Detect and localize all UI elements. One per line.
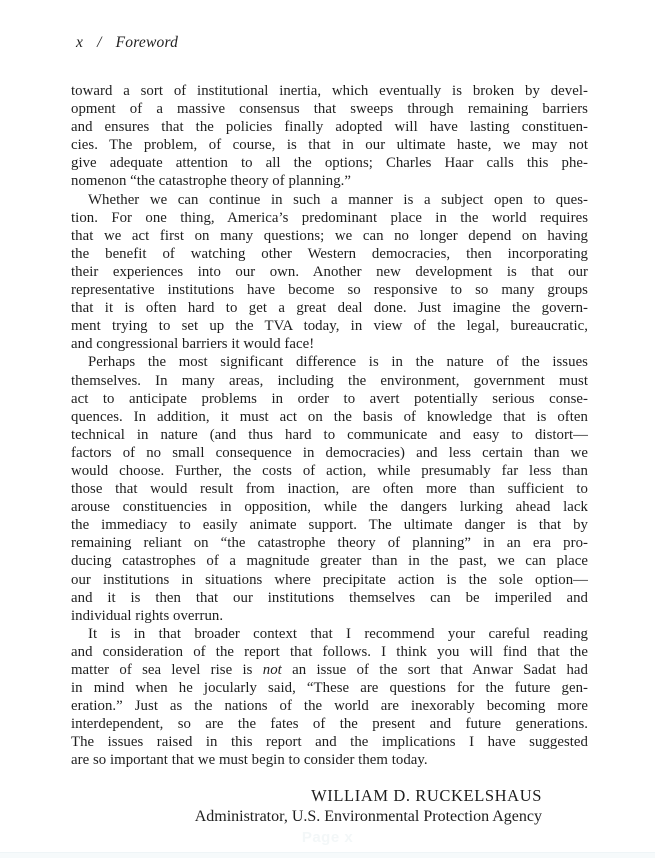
text-line: act to anticipate problems in order to avert potentially serious conse- [71,390,588,407]
text-line: ment trying to set up the TVA today, in view of the legal, bureaucratic, [71,318,588,335]
text-line: It is in that broader context that I recommend your careful reading [88,625,588,642]
text-line: give adequate attention to all the options; Charles Haar calls this phe- [71,155,588,172]
running-header [76,34,178,52]
text-line: opment of a massive consensus that sweeps through remaining barriers [71,101,588,118]
text-line: the benefit of watching other Western democracies, then incorporating [71,245,588,262]
page-watermark: Page x [301,829,354,846]
text-line: The issues raised in this report and the implications I have suggested [71,734,588,751]
text-line: toward a sort of institutional inertia, which eventually is broken by devel- [71,83,588,99]
text-line: Perhaps the most significant difference is in the nature of the issues [88,354,588,371]
signature-block [71,786,542,826]
chapter-title: Foreword [115,34,179,51]
text-line: Whether we can continue in such a manner is a subject open to ques- [88,191,588,208]
signature-title: Administrator, U.S. Environmental Protection Agency [194,808,542,825]
text-line: our institutions in situations where precipitate action is the sole option— [71,571,588,588]
text-line: matter of sea level rise is not an issue of the sort that Anwar Sadat had [71,662,588,678]
text-line: the immediacy to easily animate support. The ultimate danger is that by [71,517,588,534]
text-line: individual rights overrun. [71,607,224,624]
text-line: that we act first on many questions; we can no longer depend on having [71,227,588,244]
text-line: would choose. Further, the costs of action, while presumably far less than [71,462,588,479]
text-line: their experiences into our own. Another new development is that our [71,263,588,280]
text-line: and ensures that the policies finally adopted will have lasting constituen- [71,119,588,136]
text-line: themselves. In many areas, including the environment, government must [71,372,588,389]
header-separator: / [97,34,102,51]
body-text [71,82,588,770]
signature-name: WILLIAM D. RUCKELSHAUS [311,786,542,805]
page-number: x [76,34,84,51]
bottom-strip [0,852,655,858]
text-line: tion. For one thing, America’s predominant place in the world requires [71,209,588,226]
text-line: those that would result from inaction, are often more than sufficient to [71,481,588,498]
text-line: and it is then that our institutions themselves can be imperiled and [71,589,588,606]
text-line: remaining reliant on “the catastrophe theory of planning” in an era pro- [71,535,588,552]
text-line: representative institutions have become so responsive to so many groups [71,282,588,299]
text-line: and congressional barriers it would face! [71,336,315,353]
text-line: nomenon “the catastrophe theory of planning.” [71,173,352,190]
text-line: in mind when he jocularly said, “These are questions for the future gen- [71,680,588,697]
text-line: interdependent, so are the fates of the present and future generations. [71,716,588,733]
text-line: technical in nature (and thus hard to communicate and easy to distort— [71,426,588,443]
text-line: arouse constituencies in opposition, while the dangers lurking ahead lack [71,499,588,516]
text-line: that it is often hard to get a great deal done. Just imagine the govern- [71,300,588,317]
text-line: ducing catastrophes of a magnitude greater than in the past, we can place [71,553,588,570]
text-line: are so important that we must begin to consider them today. [71,752,428,769]
text-line: eration.” Just as the nations of the world are inexorably becoming more [71,698,588,715]
text-line: factors of no small consequence in democracies) and less certain than we [71,444,588,461]
text-line: cies. The problem, of course, is that in our ultimate haste, we may not [71,137,588,154]
text-line: quences. In addition, it must act on the basis of knowledge that is often [71,408,588,425]
text-line: and consideration of the report that follows. I think you will find that the [71,643,588,660]
